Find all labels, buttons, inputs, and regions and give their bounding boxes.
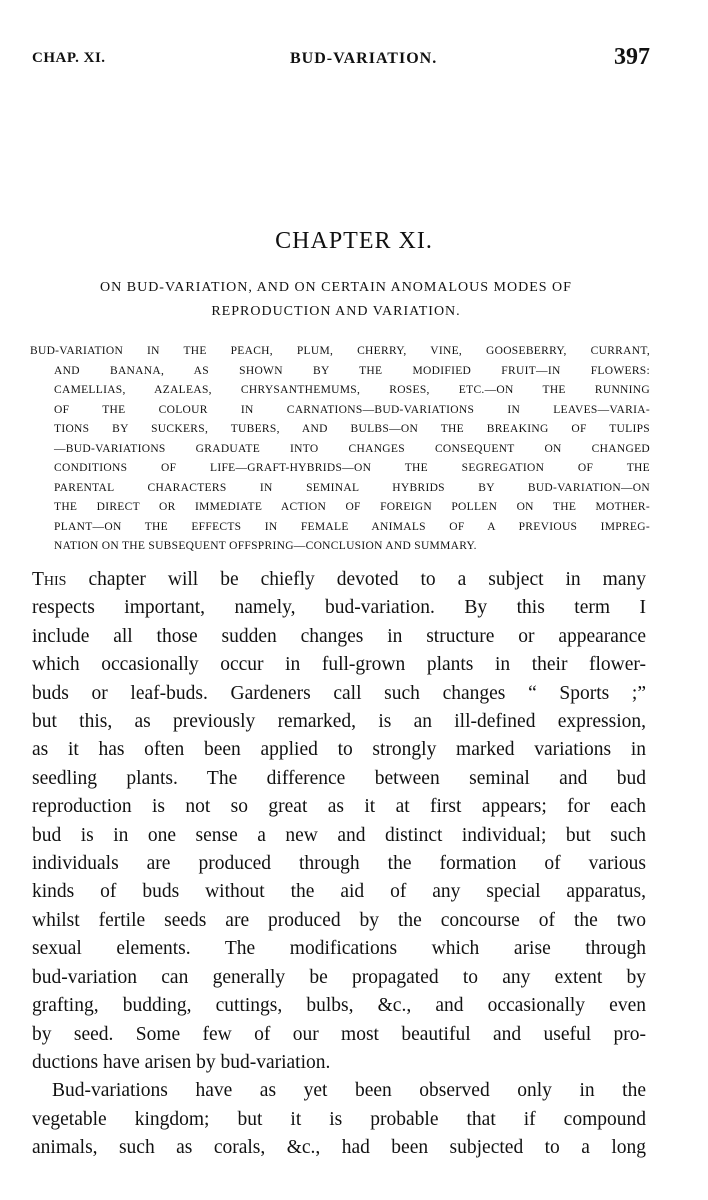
paragraph-line: seedling plants. The difference between seminal and bud [32, 767, 646, 789]
chapter-synopsis [30, 342, 650, 557]
synopsis-line: PARENTAL CHARACTERS IN SEMINAL HYBRIDS BY BUD-VARIATION—ON [54, 481, 650, 494]
paragraph-line: bud-variation can generally be propagated to any extent by [32, 966, 646, 988]
chapter-subtitle-line: ON BUD-VARIATION, AND ON CERTAIN ANOMALOUS MODES OF [100, 280, 572, 295]
synopsis-line: BUD-VARIATION IN THE PEACH, PLUM, CHERRY, VINE, GOOSEBERRY, CURRANT, [30, 345, 650, 357]
paragraph-line: respects important, namely, bud-variation. By this term I [32, 597, 646, 619]
synopsis-line: TIONS BY SUCKERS, TUBERS, AND BULBS—ON THE BREAKING OF TULIPS [54, 423, 650, 435]
first-line-rest: chapter will be chiefly devoted to a subject in many [66, 569, 646, 590]
paragraph-line: by seed. Some few of our most beautiful and useful pro- [32, 1023, 646, 1045]
paragraph-line: which occasionally occur in full-grown plants in their flower- [32, 654, 646, 676]
paragraph-line: as it has often been applied to strongly marked variations in [32, 739, 646, 761]
paragraph-line: bud is in one sense a new and distinct individual; but such [32, 824, 646, 846]
synopsis-line: CAMELLIAS, AZALEAS, CHRYSANTHEMUMS, ROSES, ETC.—ON THE RUNNING [54, 384, 650, 396]
paragraph-line: individuals are produced through the formation of various [32, 853, 646, 875]
paragraph-first-line [32, 566, 646, 594]
running-head-title: BUD-VARIATION. [290, 50, 438, 67]
paragraph-line: but this, as previously remarked, is an ill-defined expression, [32, 711, 646, 733]
body-text [32, 566, 646, 1163]
chapter-title: CHAPTER XI. [275, 228, 433, 254]
synopsis-line: AND BANANA, AS SHOWN BY THE MODIFIED FRUIT—IN FLOWERS: [54, 364, 650, 377]
page-number: 397 [614, 44, 650, 70]
synopsis-line: THE DIRECT OR IMMEDIATE ACTION OF FOREIGN POLLEN ON THE MOTHER- [54, 501, 650, 513]
paragraph-line: buds or leaf-buds. Gardeners call such changes “ Sports ;” [32, 682, 646, 704]
paragraph-line: kinds of buds without the aid of any special apparatus, [32, 881, 646, 903]
paragraph-line: include all those sudden changes in structure or appearance [32, 625, 646, 647]
paragraph-line: sexual elements. The modifications which arise through [32, 938, 646, 960]
synopsis-line: CONDITIONS OF LIFE—GRAFT-HYBRIDS—ON THE SEGREGATION OF THE [54, 462, 650, 474]
paragraph-line: Bud-variations have as yet been observed only in the [52, 1080, 646, 1102]
paragraph-line: ductions have arisen by bud-variation. [32, 1051, 331, 1073]
chapter-subtitle-line: REPRODUCTION AND VARIATION. [211, 304, 461, 319]
lead-word: This [32, 569, 67, 590]
paragraph-line: animals, such as corals, &c., had been subjected to a long [32, 1137, 646, 1159]
chapter-subtitle [36, 276, 636, 324]
paragraph-line: reproduction is not so great as it at first appears; for each [32, 796, 646, 818]
synopsis-line: NATION ON THE SUBSEQUENT OFFSPRING—CONCLUSION AND SUMMARY. [54, 540, 477, 552]
synopsis-line: PLANT—ON THE EFFECTS IN FEMALE ANIMALS OF A PREVIOUS IMPREG- [54, 520, 650, 533]
synopsis-line: —BUD-VARIATIONS GRADUATE INTO CHANGES CONSEQUENT ON CHANGED [54, 442, 650, 455]
running-head [32, 42, 650, 72]
paragraph-line: grafting, budding, cuttings, bulbs, &c., and occasionally even [32, 995, 646, 1017]
paragraph-line: whilst fertile seeds are produced by the concourse of the two [32, 909, 646, 931]
running-head-chapter: CHAP. XI. [32, 50, 106, 66]
synopsis-line: OF THE COLOUR IN CARNATIONS—BUD-VARIATIONS IN LEAVES—VARIA- [54, 403, 650, 416]
paragraph-line: vegetable kingdom; but it is probable that if compound [32, 1108, 646, 1130]
